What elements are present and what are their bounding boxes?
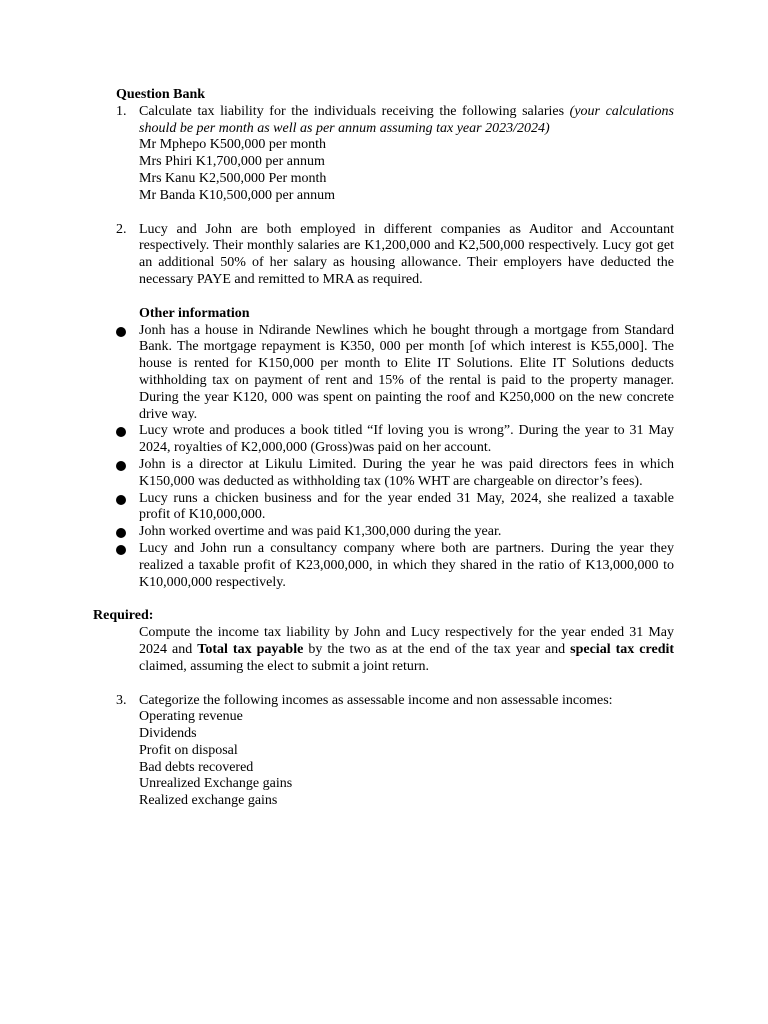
other-information-heading: Other information [139, 305, 250, 321]
question-1-italic-note: (your calculations should be per month as well as per annum assuming tax year 2023/2024) [139, 103, 675, 136]
salary-line: Mr Mphepo K500,000 per month [139, 137, 327, 153]
question-2 [116, 222, 674, 323]
bullet-text: Lucy runs a chicken business and for the year ended 31 May, 2024, she realized a taxable profit of K10,000,000. [139, 490, 674, 523]
required-part-3: claimed, assuming the elect to submit a joint return. [139, 658, 430, 674]
bullet-item [116, 524, 674, 541]
income-item: Profit on disposal [139, 742, 238, 758]
bullet-item [116, 423, 674, 457]
question-3 [116, 693, 674, 811]
income-item: Realized exchange gains [139, 793, 278, 809]
special-tax-credit-bold: special tax credit [570, 641, 675, 657]
bullet-item [116, 541, 674, 591]
bullet-text: John worked overtime and was paid K1,300,000 during the year. [139, 524, 502, 540]
income-item: Unrealized Exchange gains [139, 776, 293, 792]
bullet-item [116, 491, 674, 525]
bullet-text: Jonh has a house in Ndirande Newlines which he bought through a mortgage from Standard Bank. The mortgage repayment is K350, 000 per month [of which interest is K55,000]. The house is rented for K150,000 per month to Elite IT Solutions. Elite IT Solutions deducts withholding tax on payment of rent and 15% of the rental is paid to the property manager. During the year K120, 000 was spent on painting the roof and K250,000 on the new concrete drive way. [139, 322, 674, 422]
question-3-text: Categorize the following incomes as assessable income and non assessable incomes: [139, 692, 613, 708]
question-1-text: Calculate tax liability for the individuals receiving the following salaries [139, 103, 565, 119]
required-text [116, 625, 674, 675]
question-1 [116, 104, 674, 205]
bullet-text: John is a director at Likulu Limited. During the year he was paid directors fees in which K150,000 was deducted as withholding tax (10% WHT are chargeable on director’s fees). [139, 456, 674, 489]
question-2-text: Lucy and John are both employed in different companies as Auditor and Accountant respectively. Their monthly salaries are K1,200,000 and K2,500,000 respectively. Lucy got get an additional 50% of her salary as housing allowance. Their employers have deducted the necessary PAYE and remitted to MRA as required. [139, 221, 674, 287]
required-part-2: by the two as at the end of the tax year and [308, 641, 566, 657]
income-item: Bad debts recovered [139, 759, 254, 775]
question-text [139, 104, 674, 138]
bullet-icon [116, 528, 126, 538]
salary-line: Mrs Phiri K1,700,000 per annum [139, 154, 325, 170]
document-body [93, 87, 675, 810]
bullet-icon [116, 545, 126, 555]
income-item: Dividends [139, 726, 197, 742]
income-item: Operating revenue [139, 709, 243, 725]
question-number: 2. [116, 221, 127, 237]
question-number: 3. [116, 692, 127, 708]
bullet-list [116, 323, 674, 592]
bullet-text: Lucy and John run a consultancy company where both are partners. During the year they realized a taxable profit of K23,000,000, in which they shared in the ratio of K13,000,000 to K10,000,000 respectively. [139, 540, 674, 590]
bullet-text: Lucy wrote and produces a book titled “If loving you is wrong”. During the year to 31 May 2024, royalties of K2,000,000 (Gross)was paid on her account. [139, 423, 674, 456]
question-number: 1. [116, 103, 127, 119]
bullet-item [116, 323, 674, 424]
total-tax-payable-bold: Total tax payable [197, 641, 304, 657]
bullet-icon [116, 461, 126, 471]
salary-line: Mrs Kanu K2,500,000 Per month [139, 170, 327, 186]
bullet-icon [116, 327, 126, 337]
bullet-icon [116, 427, 126, 437]
required-heading: Required: [93, 608, 154, 624]
bullet-item [116, 457, 674, 491]
page-title: Question Bank [116, 87, 206, 102]
required-part-1: Compute the income tax liability by John and Lucy respectively for the year ended 31 May 2024 and [139, 625, 674, 657]
salary-line: Mr Banda K10,500,000 per annum [139, 187, 335, 203]
bullet-icon [116, 495, 126, 505]
